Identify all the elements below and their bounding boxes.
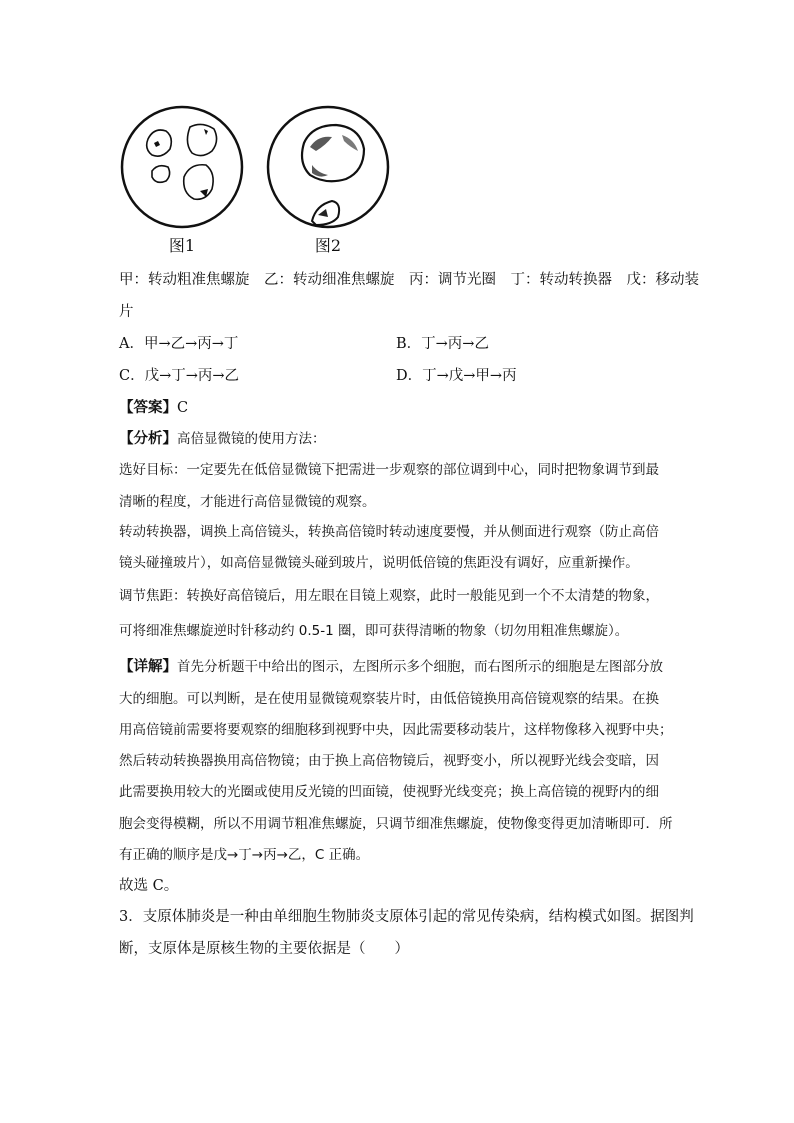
conclusion: 故选 C。 xyxy=(119,878,179,894)
microscope-figures xyxy=(120,105,400,255)
detail-tag: 【详解】 xyxy=(119,658,177,675)
steps-line-2: 片 xyxy=(119,304,134,320)
analysis-line: 清晰的程度，才能进行高倍显微镜的观察。 xyxy=(119,494,376,510)
answer-value: C xyxy=(177,400,189,416)
cell xyxy=(152,166,170,183)
cell xyxy=(184,165,213,200)
detail-line: 首先分析题干中给出的图示，左图所示多个细胞，而右图所示的细胞是左图部分放 xyxy=(177,659,663,675)
analysis-line: 转动转换器，调换上高倍镜头，转换高倍镜时转动速度要慢，并从侧面进行观察（防止高倍 xyxy=(119,524,659,540)
analysis-title: 高倍显微镜的使用方法： xyxy=(177,431,326,447)
analysis-heading xyxy=(119,427,326,448)
cell-detail xyxy=(154,141,160,147)
cell-detail xyxy=(318,209,328,217)
detail-first-line xyxy=(119,655,663,676)
option-b: B．丁→丙→乙 xyxy=(396,336,489,352)
option-d: D．丁→戊→甲→丙 xyxy=(396,368,517,384)
analysis-line: 调节焦距：转换好高倍镜后，用左眼在目镜上观察，此时一般能见到一个不太清楚的物象， xyxy=(119,588,659,604)
detail-line: 大的细胞。可以判断，是在使用显微镜观察装片时，由低倍镜换用高倍镜观察的结果。在换 xyxy=(119,691,659,707)
answer xyxy=(119,396,188,417)
question-3-line-2: 断，支原体是原核生物的主要依据是（ ） xyxy=(119,941,409,957)
figure-2-field-of-view xyxy=(266,105,390,229)
detail-line: 胞会变得模糊，所以不用调节粗准焦螺旋，只调节细准焦螺旋，使物像变得更加清晰即可．所 xyxy=(119,816,673,832)
question-3-line-1: 3．支原体肺炎是一种由单细胞生物肺炎支原体引起的常见传染病，结构模式如图。据图判 xyxy=(119,909,694,925)
answer-tag: 【答案】 xyxy=(119,399,177,416)
detail-line: 此需要换用较大的光圈或使用反光镜的凹面镜，使视野光线变亮；换上高倍镜的视野内的细 xyxy=(119,784,659,800)
figure-2 xyxy=(266,105,390,255)
cell-detail xyxy=(204,129,208,135)
detail-line: 有正确的顺序是戊→丁→丙→乙，C 正确。 xyxy=(119,847,370,863)
analysis-line: 选好目标：一定要先在低倍显微镜下把需进一步观察的部位调到中心，同时把物象调节到最 xyxy=(119,462,659,478)
option-c: C．戊→丁→丙→乙 xyxy=(119,368,240,384)
steps-line-1: 甲：转动粗准焦螺旋 乙：转动细准焦螺旋 丙：调节光圈 丁：转动转换器 戊：移动装 xyxy=(119,272,699,288)
cell-detail xyxy=(342,135,358,151)
figure-1-field-of-view xyxy=(120,105,244,229)
detail-line: 用高倍镜前需要将要观察的细胞移到视野中央，因此需要移动装片，这样物像移入视野中央； xyxy=(119,722,673,738)
detail-line: 然后转动转换器换用高倍物镜；由于换上高倍物镜后，视野变小，所以视野光线会变暗，因 xyxy=(119,753,659,769)
figure-2-caption: 图2 xyxy=(314,236,342,255)
analysis-line: 镜头碰撞玻片），如高倍显微镜头碰到玻片，说明低倍镜的焦距没有调好，应重新操作。 xyxy=(119,555,639,571)
cell-detail xyxy=(312,165,328,177)
cell xyxy=(187,124,216,155)
analysis-line: 可将细准焦螺旋逆时针移动约 0.5-1 圈，即可获得清晰的物象（切勿用粗准焦螺旋）。 xyxy=(119,623,629,639)
cell-detail xyxy=(310,137,332,151)
figure-1-caption: 图1 xyxy=(168,236,196,255)
analysis-tag: 【分析】 xyxy=(119,430,177,447)
figure-1 xyxy=(120,105,244,255)
option-a: A．甲→乙→丙→丁 xyxy=(119,336,239,352)
enlarged-cell xyxy=(302,125,364,181)
